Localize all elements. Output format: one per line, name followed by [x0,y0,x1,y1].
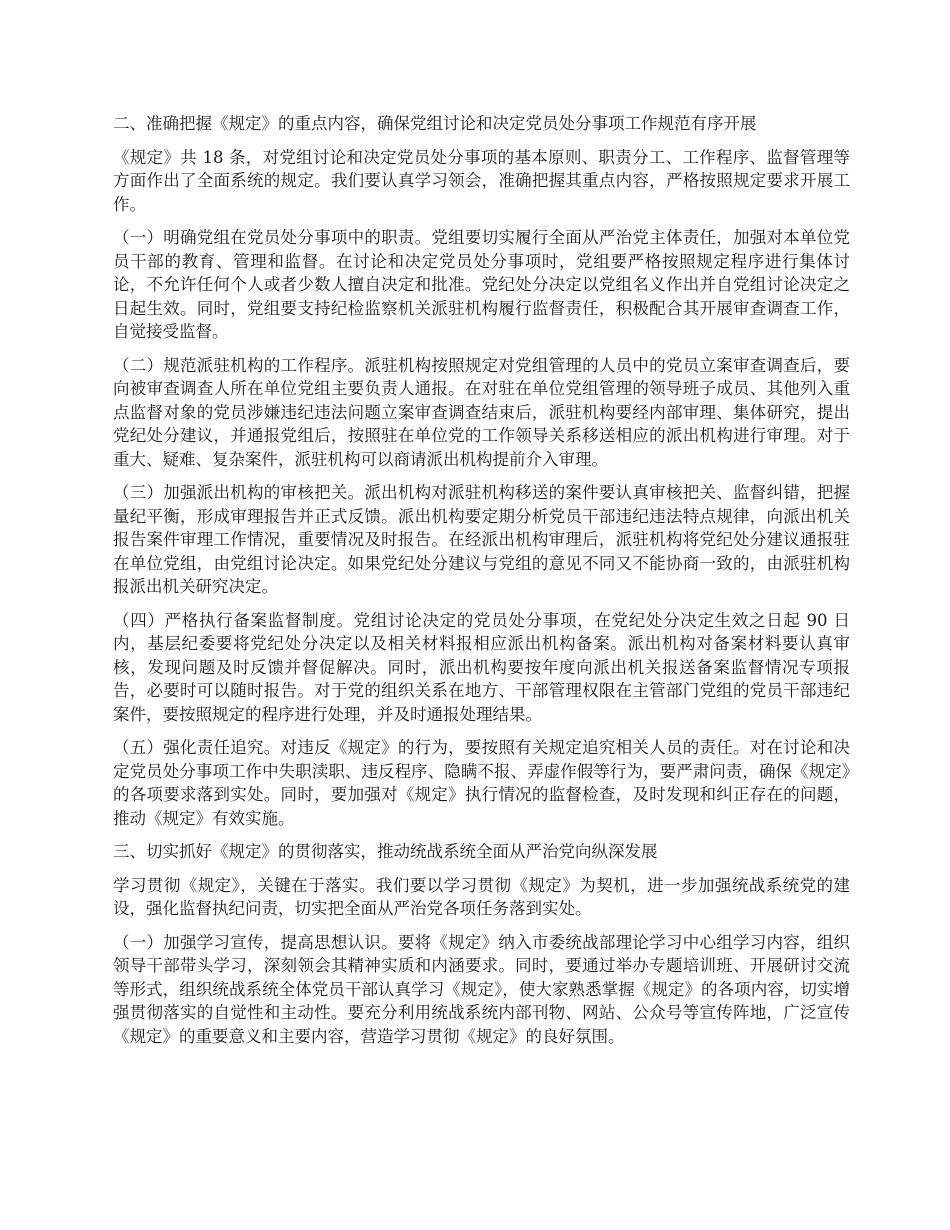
paragraph-item-2: （二）规范派驻机构的工作程序。派驻机构按照规定对党组管理的人员中的党员立案审查调查后，要向被审查调查人所在单位党组主要负责人通报。在对驻在单位党组管理的领导班子成员、其他列入重点监督对象的党员涉嫌违纪违法问题立案审查调查结束后，派驻机构要经内部审理、集体研究，提出党纪处分建议，并通报党组后，按照驻在单位党的工作领导关系移送相应的派出机构进行审理。对于重大、疑难、复杂案件，派驻机构可以商请派出机构提前介入审理。 [113,355,850,469]
paragraph-section3-item-1: （一）加强学习宣传，提高思想认识。要将《规定》纳入市委统战部理论学习中心组学习内容，组织领导干部带头学习，深刻领会其精神实质和内涵要求。同时，要通过举办专题培训班、开展研讨交流等形式，组织统战系统全体党员干部认真学习《规定》，使大家熟悉掌握《规定》的各项内容，切实增强贯彻落实的自觉性和主动性。要充分利用统战系统内部刊物、网站、公众号等宣传阵地，广泛宣传《规定》的重要意义和主要内容，营造学习贯彻《规定》的良好氛围。 [113,932,850,1046]
paragraph-item-1: （一）明确党组在党员处分事项中的职责。党组要切实履行全面从严治党主体责任，加强对本单位党员干部的教育、管理和监督。在讨论和决定党员处分事项时，党组要严格按照规定程序进行集体讨论，不允许任何个人或者少数人擅自决定和批准。党纪处分决定以党组名义作出并自党组讨论决定之日起生效。同时，党组要支持纪检监察机关派驻机构履行监督责任，积极配合其开展审查调查工作，自觉接受监督。 [113,228,850,341]
paragraph-intro: 《规定》共 18 条，对党组讨论和决定党员处分事项的基本原则、职责分工、工作程序、监督管理等方面作出了全面系统的规定。我们要认真学习领会，准确把握其重点内容，严格按照规定要求开展工作。 [113,147,850,214]
paragraph-section3-intro: 学习贯彻《规定》，关键在于落实。我们要以学习贯彻《规定》为契机，进一步加强统战系统党的建设，强化监督执纪问责，切实把全面从严治党各项任务落到实处。 [113,875,850,918]
paragraph-item-5: （五）强化责任追究。对违反《规定》的行为，要按照有关规定追究相关人员的责任。对在讨论和决定党员处分事项工作中失职渎职、违反程序、隐瞒不报、弄虚作假等行为，要严肃问责，确保《规定》的各项要求落到实处。同时，要加强对《规定》执行情况的监督检查，及时发现和纠正存在的问题，推动《规定》有效实施。 [113,738,850,828]
section-heading-3: 三、切实抓好《规定》的贯彻落实，推动统战系统全面从严治党向纵深发展 [113,842,658,861]
paragraph-item-4: （四）严格执行备案监督制度。党组讨论决定的党员处分事项，在党纪处分决定生效之日起 90 日内，基层纪委要将党纪处分决定以及相关材料报相应派出机构备案。派出机构对备案材料要认真审核，发现问题及时反馈并督促解决。同时，派出机构要按年度向派出机关报送备案监督情况专项报告，必要时可以随时报告。对于党的组织关系在地方、干部管理权限在主管部门党组的党员干部违纪案件，要按照规定的程序进行处理，并及时通报处理结果。 [113,610,850,724]
section-heading-2: 二、准确把握《规定》的重点内容，确保党组讨论和决定党员处分事项工作规范有序开展 [113,114,757,133]
document-page [113,112,850,1058]
paragraph-item-3: （三）加强派出机构的审核把关。派出机构对派驻机构移送的案件要认真审核把关、监督纠错，把握量纪平衡，形成审理报告并正式反馈。派出机构要定期分析党员干部违纪违法特点规律，向派出机关报告案件审理工作情况，重要情况及时报告。在经派出机构审理后，派驻机构将党纪处分建议通报驻在单位党组，由党组讨论决定。如果党纪处分建议与党组的意见不同又不能协商一致的，由派驻机构报派出机关研究决定。 [113,483,850,596]
